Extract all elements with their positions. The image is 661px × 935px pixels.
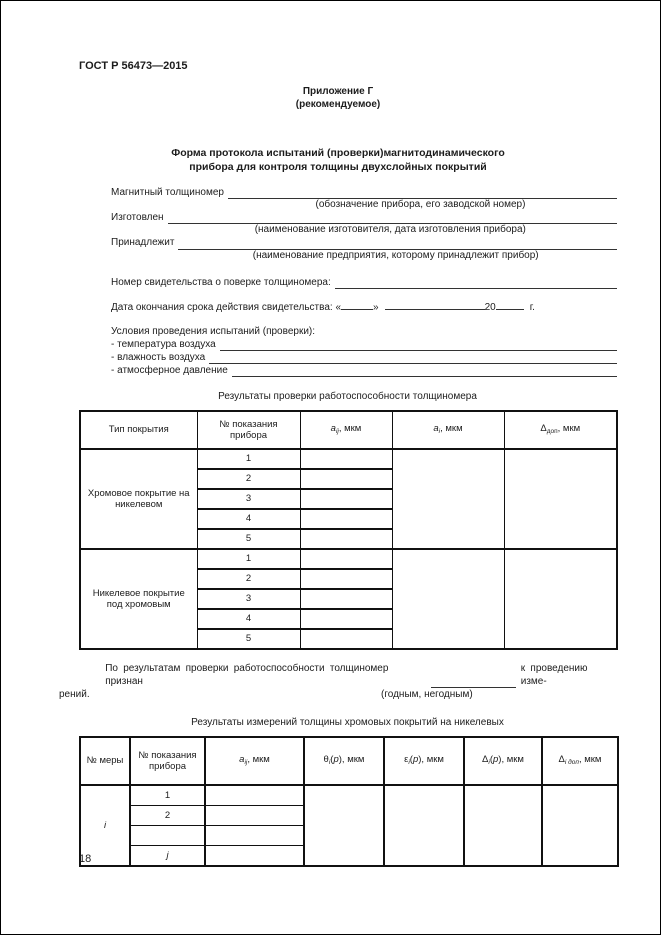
t1-g2-reading-number: 3	[197, 589, 300, 609]
annex-label: Приложение Г	[302, 86, 374, 97]
empty-cell	[300, 449, 392, 469]
certificate-row	[111, 276, 617, 289]
t1-g1-reading-number: 2	[197, 469, 300, 489]
certificate-blank-line	[335, 276, 617, 289]
conclusion-line1	[59, 662, 617, 688]
temperature-row	[111, 338, 617, 351]
table1-header-row	[80, 411, 617, 449]
owner-label: Принадлежит	[111, 237, 175, 249]
empty-cell	[205, 785, 304, 806]
form-title-line1: Форма протокола испытаний (проверки)магнитодинамического	[171, 147, 505, 159]
annex-heading	[59, 85, 617, 111]
empty-merged-cell	[464, 785, 542, 866]
empty-cell	[205, 846, 304, 867]
empty-cell	[300, 589, 392, 609]
table-row	[80, 549, 617, 569]
expiry-suffix: г.	[529, 302, 535, 314]
manufacturer-label: Изготовлен	[111, 212, 164, 223]
empty-merged-cell	[392, 449, 504, 549]
manufacturer-row	[111, 211, 617, 224]
manufacturer-blank-line	[168, 211, 617, 224]
device-row	[111, 186, 617, 199]
thickness-measurements-table	[79, 736, 619, 867]
humidity-blank-line	[209, 351, 617, 364]
t2-measure-index: i	[80, 785, 130, 866]
expiry-label: Дата окончания срока действия свидетельства: «	[111, 302, 342, 314]
annex-note: (рекомендуемое)	[295, 99, 381, 110]
conclusion-line2	[59, 688, 617, 701]
t2-reading-number: 1	[130, 785, 205, 806]
conclusion-text-tail: к проведению изме-	[520, 663, 588, 688]
expiry-year-blank	[496, 298, 524, 310]
page-number: 18	[79, 853, 92, 865]
table2-caption: Результаты измерений толщины хромовых покрытий на никелевых	[191, 717, 504, 729]
owner-blank-line	[178, 237, 617, 250]
t2-header-theta: $\theta_i(p)$, мкм	[304, 737, 384, 785]
t2-header-aij: $a_{ij}$, мкм	[205, 737, 304, 785]
workability-results-table	[79, 410, 618, 650]
pressure-label: - атмосферное давление	[111, 364, 228, 376]
humidity-label: - влажность воздуха	[111, 351, 206, 363]
t1-group2-label: Никелевое покрытие под хромовым	[80, 549, 197, 649]
empty-merged-cell	[504, 449, 617, 549]
owner-caption-row	[111, 250, 617, 262]
verdict-blank-line	[431, 676, 516, 688]
expiry-close-quote: »	[373, 302, 379, 314]
t2-header-measure-number: № меры	[80, 737, 130, 785]
empty-merged-cell	[542, 785, 618, 866]
t1-header-delta-dop: $\Delta_{доп}$, мкм	[504, 411, 617, 449]
t1-g1-reading-number: 5	[197, 529, 300, 549]
t1-header-reading-number: № показания прибора	[197, 411, 300, 449]
certificate-label: Номер свидетельства о поверке толщиномера:	[111, 276, 331, 288]
standard-reference: ГОСТ Р 56473—2015	[79, 60, 188, 72]
t1-g2-reading-number: 5	[197, 629, 300, 649]
empty-cell	[300, 489, 392, 509]
manufacturer-caption: (наименование изготовителя, дата изготовления прибора)	[254, 224, 526, 236]
t2-header-delta-p: $\Delta_i(p)$, мкм	[464, 737, 542, 785]
t1-g1-reading-number: 4	[197, 509, 300, 529]
conclusion-paragraph	[59, 662, 617, 701]
table1-caption: Результаты проверки работоспособности толщиномера	[218, 391, 477, 403]
table-row	[80, 449, 617, 469]
conclusion-text: По результатам проверки работоспособности толщиномер признан	[105, 663, 389, 688]
t2-header-reading-number: № показания прибора	[130, 737, 205, 785]
expiry-month-blank	[385, 298, 485, 310]
expiry-day-blank	[341, 298, 373, 310]
form-title-line2: прибора для контроля толщины двухслойных покрытий	[189, 161, 487, 173]
pressure-row	[111, 364, 617, 377]
empty-cell	[300, 569, 392, 589]
expiry-year-prefix: 20	[484, 302, 496, 314]
table-row	[80, 785, 618, 806]
t1-g2-reading-number: 1	[197, 549, 300, 569]
device-caption: (обозначение прибора, его заводской номер)	[315, 199, 526, 210]
empty-cell	[300, 629, 392, 649]
empty-merged-cell	[304, 785, 384, 866]
form-fields	[111, 186, 617, 377]
t1-g2-reading-number: 2	[197, 569, 300, 589]
empty-cell	[300, 549, 392, 569]
t2-header-epsilon: $\varepsilon_i(p)$, мкм	[384, 737, 464, 785]
table2-header-row	[80, 737, 618, 785]
empty-cell	[300, 609, 392, 629]
conclusion-text-wrap: рений.	[59, 689, 90, 701]
t1-g1-reading-number: 1	[197, 449, 300, 469]
t1-header-ai: $a_i$, мкм	[392, 411, 504, 449]
empty-cell	[300, 469, 392, 489]
empty-cell	[300, 529, 392, 549]
t1-g2-reading-number: 4	[197, 609, 300, 629]
t2-reading-number: j	[130, 846, 205, 867]
t1-header-aij: $a_{ij}$, мкм	[300, 411, 392, 449]
t1-g1-reading-number: 3	[197, 489, 300, 509]
empty-merged-cell	[384, 785, 464, 866]
t2-reading-number	[130, 826, 205, 846]
device-label: Магнитный толщиномер	[111, 186, 224, 198]
pressure-blank-line	[232, 364, 617, 377]
verdict-caption: (годным, негодным)	[381, 689, 473, 701]
empty-cell	[205, 806, 304, 826]
empty-cell	[205, 826, 304, 846]
page-content	[59, 1, 617, 934]
t1-group1-label: Хромовое покрытие на никелевом	[80, 449, 197, 549]
empty-merged-cell	[504, 549, 617, 649]
expiry-row	[111, 298, 617, 314]
t2-header-delta-i-dop: $\Delta_{i доп}$, мкм	[542, 737, 618, 785]
form-title	[59, 146, 617, 174]
device-blank-line	[228, 186, 617, 199]
empty-cell	[300, 509, 392, 529]
manufacturer-caption-row	[111, 224, 617, 236]
t1-header-coating-type: Тип покрытия	[80, 411, 197, 449]
empty-merged-cell	[392, 549, 504, 649]
t2-reading-number: 2	[130, 806, 205, 826]
temperature-blank-line	[220, 338, 617, 351]
humidity-row	[111, 351, 617, 364]
device-caption-row	[111, 199, 617, 211]
owner-row	[111, 237, 617, 250]
conditions-label: Условия проведения испытаний (проверки):	[111, 325, 316, 337]
temperature-label: - температура воздуха	[111, 338, 216, 350]
owner-caption: (наименование предприятия, которому принадлежит прибор)	[252, 249, 539, 261]
